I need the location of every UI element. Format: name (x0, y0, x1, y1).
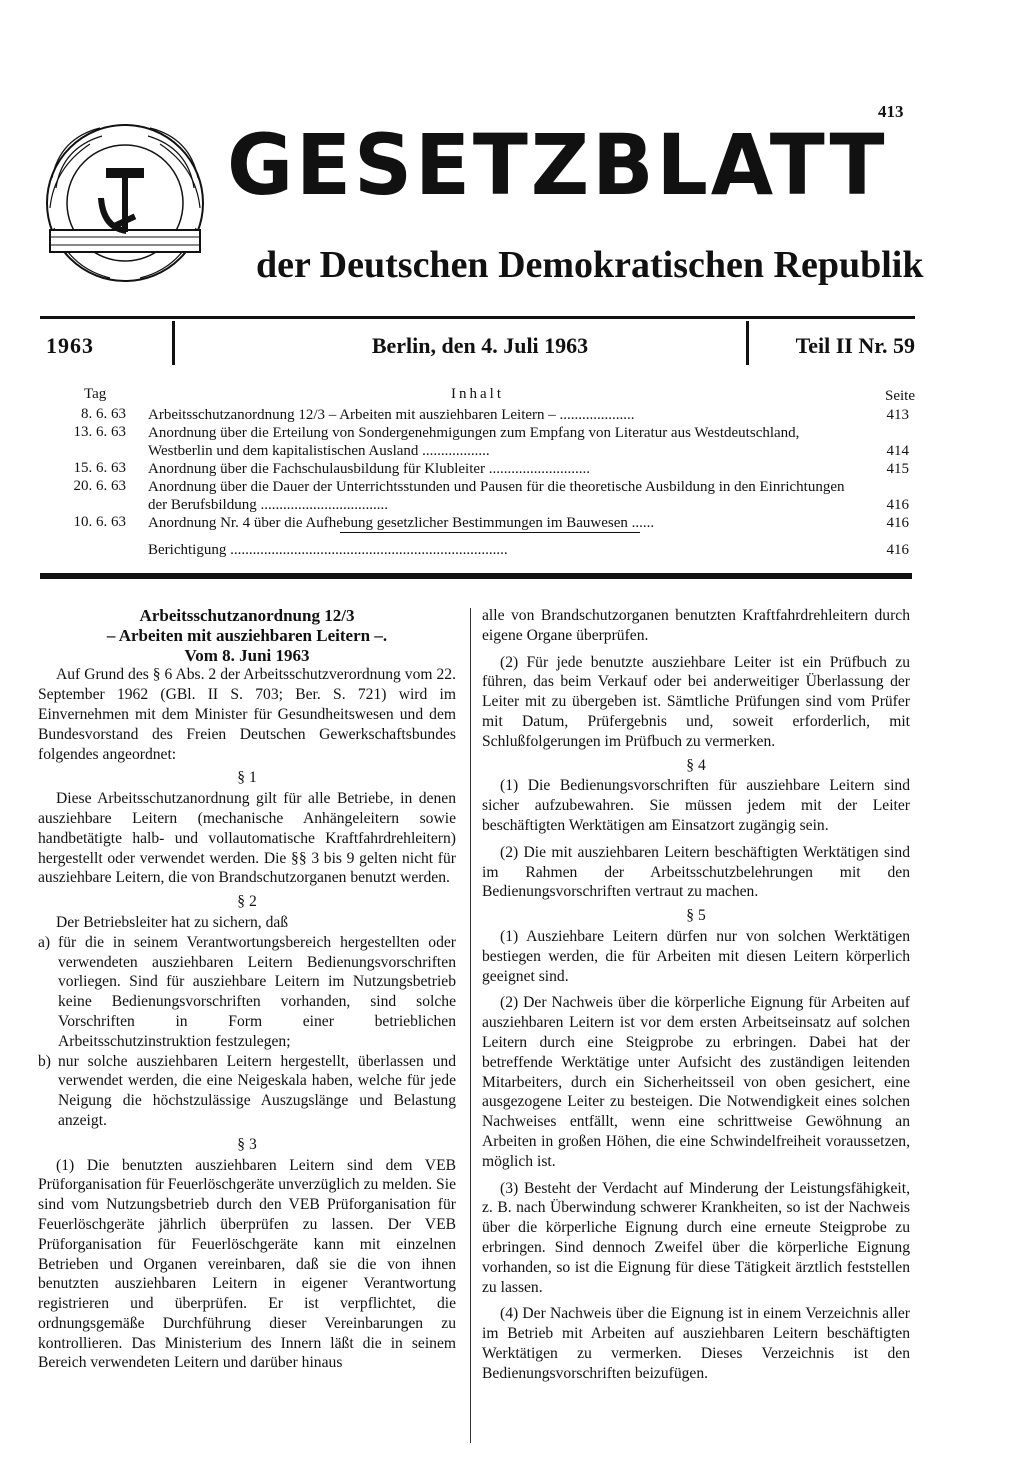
contents-heading: Inhalt (451, 386, 504, 402)
table-of-contents (40, 386, 915, 559)
preamble: Auf Grund des § 6 Abs. 2 der Arbeitsschutzverordnung vom 22. September 1962 (GBl. II S. 703; Ber. S. 721) wird im Einvernehmen mit dem Minister für Gesundheitswesen und dem Bundesvorstand des Freien Deutschen Gewerkschaftsbundes folgendes angeordnet: (38, 666, 456, 763)
state-emblem (40, 118, 210, 288)
issue-year: 1963 (46, 333, 94, 358)
contents-row (40, 424, 915, 460)
contents-row (40, 541, 915, 559)
paragraph: Der Betriebsleiter hat zu sichern, daß (56, 913, 289, 931)
issue-part: Teil II Nr. 59 (795, 333, 915, 358)
article-subtitle: – Arbeiten mit ausziehbaren Leitern –. (106, 625, 388, 645)
section-heading: § 5 (686, 907, 706, 925)
article-title: Arbeitsschutzanordnung 12/3 (139, 606, 355, 625)
issue-divider (746, 321, 749, 365)
contents-separator (340, 532, 640, 541)
contents-page: 416 (886, 542, 909, 558)
paragraph: (1) Die benutzten ausziehbaren Leitern sind dem VEB Prüforganisation für Feuerlöschgeräte unverzüglich zu melden. Sie sind vom Nutzungsbetrieb durch den VEB Prüforganisation für Feuerlöschgeräte jährlich überprüfen zu lassen. Der VEB Prüforganisation für Feuerlöschgeräte kann mit einzelnen Betrieben und Organen vereinbaren, daß sie die von ihnen benutzten ausziehbaren Leitern in eigener Verantwortung registrieren und überprüfen. Er ist verpflichtet, die ordnungsgemäße Durchführung dieser Vereinbarungen zu kontrollieren. Das Ministerium des Innern läßt die in seinem Bereich verwendeten Leitern und darüber hinaus (38, 1156, 456, 1372)
list-text: nur solche ausziehbaren Leitern hergestellt, überlassen und verwendet werden, die eine Neigeskala haben, welche für jede Neigung die höchstzulässige Auszugslänge und Belastung anzeigt. (58, 1052, 456, 1129)
contents-page: 416 (886, 497, 909, 513)
section-heading: § 2 (237, 893, 257, 911)
contents-title: Anordnung Nr. 4 über die Aufhebung gesetzlicher Bestimmungen im Bauwesen ...... (148, 515, 655, 531)
contents-row (40, 478, 915, 514)
section-heading: § 3 (237, 1135, 257, 1153)
article-date: Vom 8. Juni 1963 (184, 645, 310, 665)
contents-title: Anordnung über die Erteilung von Sondergenehmigungen zum Empfang von Literatur aus Westdeutschland, Westberlin und dem kapitalistischen Ausland .................. (148, 425, 800, 459)
text-column-left (38, 606, 456, 1373)
contents-date: 10. 6. 63 (73, 514, 126, 530)
contents-col-date: Tag (84, 386, 107, 402)
contents-date: 20. 6. 63 (73, 478, 126, 494)
contents-row (40, 460, 915, 478)
list-item (38, 1052, 456, 1131)
header-rule (40, 573, 912, 579)
contents-title: Anordnung über die Dauer der Unterrichtsstunden und Pausen für die theoretische Ausbildung in den Einrichtungen der Berufsbildung .................................. (148, 479, 845, 513)
contents-title: Anordnung über die Fachschulausbildung für Klubleiter ........................... (148, 461, 591, 477)
masthead-subtitle: der Deutschen Demokratischen Republik (256, 244, 924, 286)
contents-row (40, 514, 915, 532)
contents-date: 15. 6. 63 (73, 460, 126, 476)
paragraph: (2) Die mit ausziehbaren Leitern beschäftigten Werktätigen sind im Rahmen der Arbeitsschutzbelehrungen mit den Bedienungsvorschriften vertraut zu machen. (482, 843, 910, 901)
paragraph: (1) Ausziehbare Leitern dürfen nur von solchen Werktätigen bestiegen werden, die für Arbeiten mit diesen Leitern körperlich geeignet sind. (482, 927, 910, 985)
contents-col-page: Seite (885, 388, 915, 404)
contents-date: 13. 6. 63 (73, 424, 126, 440)
paragraph: (1) Die Bedienungsvorschriften für ausziehbare Leitern sind sicher aufzubewahren. Sie müssen jedem mit der Leiter beschäftigten Werktätigen am Einsatzort zugängig sein. (482, 777, 910, 834)
list-item (38, 933, 456, 1052)
masthead-title: GESETZBLATT (226, 116, 888, 214)
list-label: a) (38, 933, 51, 951)
paragraph: (3) Besteht der Verdacht auf Minderung der Leistungsfähigkeit, z. B. nach Überwindung schwerer Krankheiten, so ist der Nachweis über die körperliche Eignung durch eine erneute Steigprobe zu erbringen. Sind dennoch Zweifel über die körperliche Eignung vorhanden, so ist die Eignung für diese Tätigkeit ärztlich feststellen zu lassen. (482, 1179, 910, 1296)
contents-title: Arbeitsschutzanordnung 12/3 – Arbeiten mit ausziehbaren Leitern – .................... (148, 407, 635, 423)
section-heading: § 1 (237, 769, 257, 787)
contents-page: 413 (886, 407, 909, 423)
text-column-right (482, 606, 910, 1383)
contents-page: 414 (886, 443, 909, 459)
issue-divider (172, 321, 175, 365)
paragraph: Diese Arbeitsschutzanordnung gilt für alle Betriebe, in denen ausziehbare Leitern (mechanische Anhängeleitern sowie handbetätigte halb- und vollautomatische Kraftfahrdrehleitern) hergestellt oder verwendet werden. Die §§ 3 bis 9 gelten nicht für ausziehbare Leitern, die von Brandschutzorganen benutzt werden. (38, 790, 456, 887)
issue-date: Berlin, den 4. Juli 1963 (371, 333, 589, 358)
list-label: b) (38, 1052, 51, 1070)
paragraph: (4) Der Nachweis über die Eignung ist in einem Verzeichnis aller im Betrieb mit Arbeiten auf ausziehbaren Leitern beschäftigten Werktätigen zu vermerken. Dieses Verzeichnis ist den Bedienungsvorschriften beizufügen. (482, 1305, 910, 1382)
section-heading: § 4 (686, 756, 706, 774)
contents-row (40, 406, 915, 424)
paragraph: alle von Brandschutzorganen benutzten Kraftfahrdrehleitern durch eigene Organe überprüfen. (482, 607, 910, 644)
paragraph: (2) Für jede benutzte ausziehbare Leiter ist ein Prüfbuch zu führen, das beim Verkauf oder bei anderweitiger Überlassung der Leiter mit zu übergeben ist. Sämtliche Prüfungen sind vom Prüfer mit Datum, Prüfergebnis und, soweit erforderlich, mit Schlußfolgerungen im Prüfbuch zu vermerken. (482, 653, 910, 750)
page-number: 413 (878, 102, 904, 121)
contents-header (40, 386, 915, 406)
issue-bar (40, 316, 915, 363)
contents-page: 415 (886, 461, 909, 477)
contents-date: 8. 6. 63 (81, 406, 126, 422)
list-text: für die in seinem Verantwortungsbereich hergestellten oder verwendeten ausziehbaren Leitern Bedienungsvorschriften vorliegen. Sind für ausziehbare Leitern im Nutzungsbetrieb keine Bedienungsvorschriften vorhanden, sind solche Vorschriften in Form einer betrieblichen Arbeitsschutzinstruktion festzulegen; (58, 933, 456, 1050)
contents-title: Berichtigung .......................................................................... (148, 542, 508, 558)
contents-page: 416 (886, 515, 909, 531)
paragraph: (2) Der Nachweis über die körperliche Eignung für Arbeiten auf ausziehbaren Leitern ist vor dem ersten Arbeitseinsatz auf solchen Leitern durch eine Steigprobe zu erbringen. Dabei hat der betreffende Werktätige unter Aufsicht des zuständigen leitenden Mitarbeiters, durch ein Sicherheitsseil von oben gesichert, eine ausgezogene Leiter zu besteigen. Die Notwendigkeit eines solchen Nachweises entfällt, wenn eine schrittweise Gewöhnung an Arbeiten in großen Höhen, die eine Schwindelfreiheit voraussetzen, möglich ist. (482, 994, 910, 1170)
column-divider (470, 608, 471, 1443)
